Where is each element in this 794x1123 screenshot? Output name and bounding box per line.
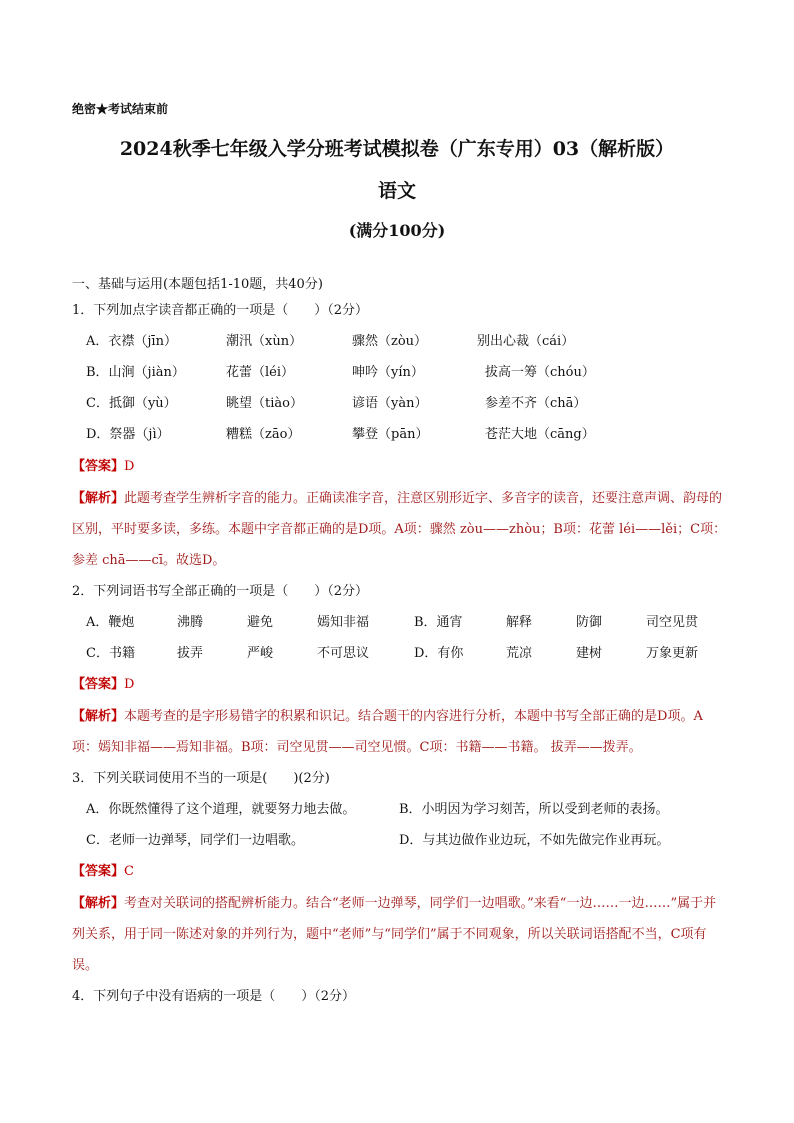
analysis-tag: 【解析】 bbox=[72, 896, 125, 911]
q1-option-cell: 花蕾（léi） bbox=[226, 365, 295, 380]
q1-option-cell: B．山涧（jiàn） bbox=[86, 365, 185, 380]
q3-option-cell: C．老师一边弹琴，同学们一边唱歌。 bbox=[86, 833, 304, 848]
q2-option-cell: 避免 bbox=[247, 615, 274, 630]
question-3-stem: 3．下列关联词使用不当的一项是( )(2分) bbox=[72, 771, 330, 786]
q2-option-cell: B．通宵 bbox=[414, 615, 463, 630]
q1-option-cell: 骤然（zòu） bbox=[352, 334, 428, 349]
answer-value: D bbox=[124, 459, 135, 474]
confidential-label: 绝密★考试结束前 bbox=[72, 102, 169, 116]
q2-option-cell: 严峻 bbox=[247, 646, 274, 661]
analysis-tag: 【解析】 bbox=[72, 491, 125, 506]
answer-tag: 【答案】 bbox=[72, 864, 125, 879]
answer-line bbox=[72, 675, 134, 695]
analysis-tag: 【解析】 bbox=[72, 709, 125, 724]
q2-option-cell: C．书籍 bbox=[86, 646, 135, 661]
q2-option-cell: 万象更新 bbox=[646, 646, 699, 661]
q1-option-cell: D．祭器（jì） bbox=[86, 427, 170, 442]
q3-option-cell: D．与其边做作业边玩，不如先做完作业再玩。 bbox=[399, 833, 670, 848]
answer-value: C bbox=[124, 864, 134, 879]
q2-option-cell: 司空见贯 bbox=[646, 615, 699, 630]
q2-option-cell: 荒凉 bbox=[506, 646, 533, 661]
q1-option-cell: 谚语（yàn） bbox=[352, 396, 428, 411]
q1-option-cell: 苍茫大地（cāng） bbox=[485, 427, 595, 442]
q2-option-cell: 建树 bbox=[576, 646, 603, 661]
answer-line bbox=[72, 862, 134, 882]
q1-option-cell: 攀登（pān） bbox=[352, 427, 429, 442]
q1-option-cell: 呻吟（yín） bbox=[352, 365, 424, 380]
q1-option-cell: 参差不齐（chā） bbox=[485, 396, 587, 411]
analysis-paragraph bbox=[72, 701, 728, 763]
answer-value: D bbox=[124, 677, 135, 692]
answer-tag: 【答案】 bbox=[72, 677, 125, 692]
full-score: (满分100分) bbox=[348, 221, 446, 240]
q1-option-cell: 眺望（tiào） bbox=[226, 396, 303, 411]
answer-tag: 【答案】 bbox=[72, 459, 125, 474]
subject-title: 语文 bbox=[377, 180, 416, 202]
q2-option-cell: 解释 bbox=[506, 615, 533, 630]
q1-option-cell: 别出心裁（cái） bbox=[477, 334, 575, 349]
q2-option-cell: 嫣知非福 bbox=[317, 615, 370, 630]
analysis-text: 此题考查学生辨析字音的能力。正确读准字音，注意区别形近字、多音字的读音，还要注意声调、韵母的区别，平时要多读，多练。本题中字音都正确的是D项。A项：骤然 zòu——zhòu；B项：花蕾 léi——lěi；C项：参差 chā——cī。故选D。 bbox=[72, 491, 727, 568]
q1-option-cell: 拔高一筹（chóu） bbox=[485, 365, 595, 380]
q2-option-cell: 沸腾 bbox=[177, 615, 204, 630]
analysis-paragraph bbox=[72, 888, 728, 981]
q2-option-cell: D．有你 bbox=[414, 646, 464, 661]
q1-option-cell: 潮汛（xùn） bbox=[226, 334, 303, 349]
q1-option-cell: C．抵御（yù） bbox=[86, 396, 177, 411]
q2-option-cell: 不可思议 bbox=[317, 646, 370, 661]
q1-option-cell: 糟糕（zāo） bbox=[226, 427, 301, 442]
q3-option-cell: B．小明因为学习刻苦，所以受到老师的表扬。 bbox=[399, 802, 669, 817]
q3-option-cell: A．你既然懂得了这个道理，就要努力地去做。 bbox=[86, 802, 356, 817]
section-heading: 一、基础与运用(本题包括1-10题，共40分) bbox=[72, 277, 323, 292]
q2-option-cell: 拔弄 bbox=[177, 646, 204, 661]
question-4-stem: 4．下列句子中没有语病的一项是（ ）（2分） bbox=[72, 989, 356, 1004]
q1-option-cell: A．衣襟（jīn） bbox=[86, 334, 177, 349]
answer-line bbox=[72, 457, 134, 477]
q2-option-cell: A．鞭炮 bbox=[86, 615, 135, 630]
analysis-text: 考查对关联词的搭配辨析能力。结合“老师一边弹琴，同学们一边唱歌。”来看“一边……一边……”属于并列关系，用于同一陈述对象的并列行为，题中“老师”与“同学们”属于不同观象，所以关联词语搭配不当，C项有误。 bbox=[72, 896, 717, 973]
exam-title: 2024秋季七年级入学分班考试模拟卷（广东专用）03（解析版） bbox=[119, 138, 675, 160]
question-2-stem: 2．下列词语书写全部正确的一项是（ ）（2分） bbox=[72, 584, 369, 599]
question-1-stem: 1．下列加点字读音都正确的一项是（ ）（2分） bbox=[72, 303, 369, 318]
analysis-text: 本题考查的是字形易错字的积累和识记。结合题干的内容进行分析，本题中书写全部正确的是D项。A项：嫣知非福——焉知非福。B项：司空见贯——司空见惯。C项：书籍——书籍。 拔弄——拨弄。 bbox=[72, 709, 703, 755]
q2-option-cell: 防御 bbox=[576, 615, 603, 630]
analysis-paragraph bbox=[72, 483, 728, 576]
